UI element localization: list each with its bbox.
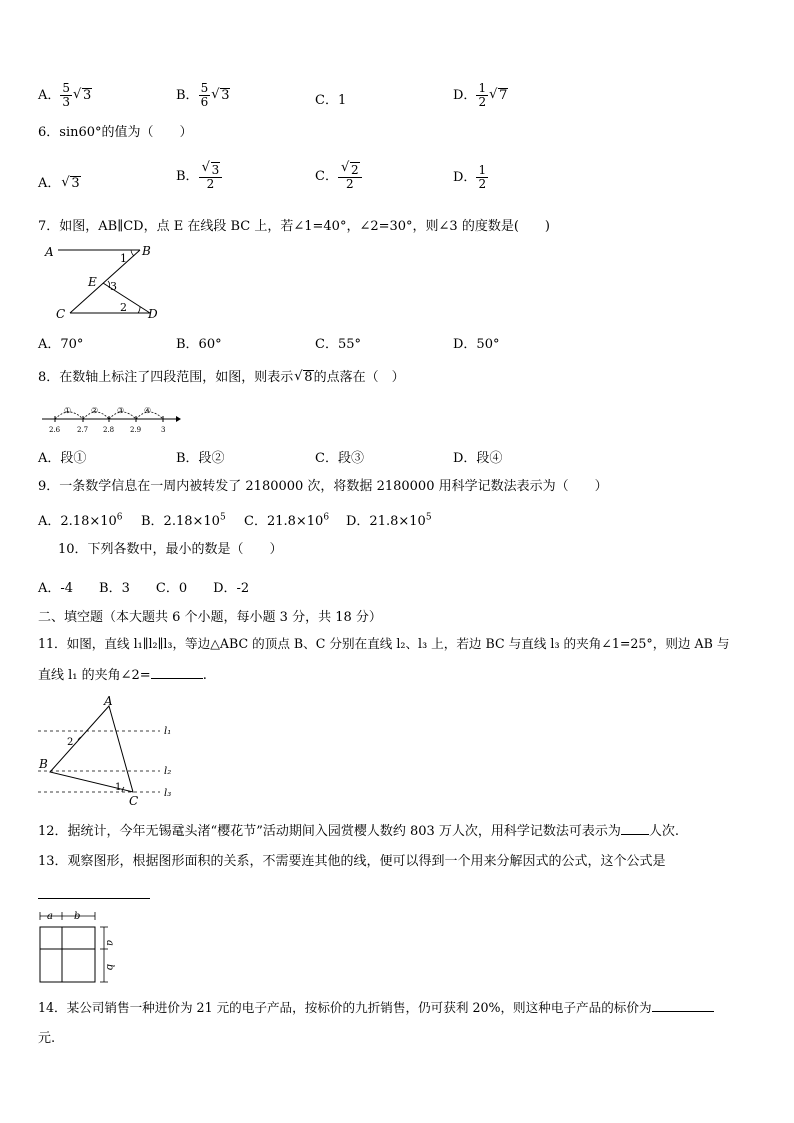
- sqrt-symbol: √ 8: [294, 369, 313, 387]
- q9-option-d: D．$21.8\times 10^5$: [346, 512, 432, 529]
- answer-blank[interactable]: [38, 886, 150, 899]
- q8-option-b: B．段②: [176, 451, 225, 466]
- fig-label-b-vertical: b: [104, 964, 115, 971]
- tick-label: 2.8: [103, 426, 115, 434]
- q6-option-b: B． √ $\frac{3}{2}$: [176, 162, 222, 191]
- fig-line-l2: l₂: [164, 766, 172, 777]
- q11-line2: 直线 l₁ 的夹角∠2= .: [38, 668, 207, 683]
- q7-option-b: B．60°: [176, 337, 222, 352]
- fig-label-a-vertical: a: [104, 940, 115, 946]
- fig-label-C: C: [129, 794, 139, 808]
- answer-blank[interactable]: [621, 822, 649, 835]
- fig-label-a: a: [47, 911, 53, 922]
- answer-blank[interactable]: [151, 666, 203, 679]
- answer-blank[interactable]: [652, 999, 714, 1012]
- q7-figure: [40, 240, 170, 322]
- fraction: $\frac{5}{6}$: [200, 81, 209, 109]
- fig-line-l3: l₃: [164, 788, 172, 799]
- tick-label: 2.6: [49, 426, 61, 434]
- fig-label-A: A: [45, 245, 54, 259]
- fig-label-B: B: [142, 244, 151, 258]
- sqrt-symbol: √ 3: [211, 88, 230, 103]
- q11-figure: [36, 694, 186, 809]
- sqrt-symbol: √ 3: [73, 88, 92, 103]
- q14-line: 14．某公司销售一种进价为 21 元的电子产品，按标价的九折销售，仍可获利 20%，则这种电子产品的标价为: [38, 999, 714, 1017]
- sqrt-symbol: √ 3: [202, 162, 221, 177]
- fig-angle-3: 3: [110, 280, 117, 293]
- q6-option-d: D． $\frac{1}{2}$: [453, 163, 487, 191]
- q7-option-a: A．70°: [38, 337, 84, 352]
- q8-number-line: [40, 403, 182, 435]
- tick-label: 2.7: [77, 426, 89, 434]
- fig-label-D: D: [148, 307, 158, 321]
- fraction: √ $\frac{2}{2}$: [338, 162, 362, 191]
- seg-label-4: ④: [144, 406, 152, 415]
- seg-label-2: ②: [91, 406, 99, 415]
- q9-option-a: A．$2.18\times 10^6$: [38, 512, 123, 529]
- q7-option-c: C．55°: [315, 337, 361, 352]
- q9-stem: 9．一条数学信息在一周内被转发了 2180000 次，将数据 2180000 用科学记数法表示为（ ）: [38, 479, 608, 494]
- fig-angle-1: 1: [115, 782, 122, 793]
- fraction: $\frac{1}{2}$: [478, 163, 487, 191]
- fraction: $\frac{5}{3}$: [62, 81, 71, 109]
- q5-option-d: D． $\frac{1}{2}$ √ 7: [453, 82, 508, 109]
- q11-line1: 11．如图，直线 l₁∥l₂∥l₃，等边△ABC 的顶点 B、C 分别在直线 l₂、l₃ 上，若边 BC 与直线 l₃ 的夹角∠1=25°，则边 AB 与: [38, 636, 730, 651]
- section-heading: 二、填空题（本大题共 6 个小题，每小题 3 分，共 18 分）: [38, 610, 382, 625]
- q7-stem: 7．如图，AB∥CD，点 E 在线段 BC 上，若∠1=40°，∠2=30°，则∠3 的度数是( ): [38, 219, 550, 234]
- q7-option-d: D．50°: [453, 337, 500, 352]
- q13-stem: 13．观察图形，根据图形面积的关系，不需要连其他的线，便可以得到一个用来分解因式的公式，这个公式是: [38, 854, 666, 869]
- q6-stem: 6．sin60°的值为（ ）: [38, 125, 193, 140]
- fig-angle-2: 2: [67, 737, 74, 748]
- tick-label: 2.9: [130, 426, 142, 434]
- q9-option-b: B．$2.18\times 10^5$: [141, 512, 226, 529]
- tick-label: 3: [161, 426, 166, 434]
- q6-option-c: C． √ $\frac{2}{2}$: [315, 162, 362, 191]
- q9-option-c: C．$21.8\times 10^6$: [244, 512, 330, 529]
- seg-label-3: ③: [117, 406, 125, 415]
- q8-stem: 8．在数轴上标注了四段范围，如图，则表示√ 8的点落在（ ）: [38, 369, 405, 387]
- q8-option-c: C．段③: [315, 451, 364, 466]
- fig-angle-1: 1: [120, 252, 127, 265]
- q6-option-a: A．√ 3: [38, 172, 81, 191]
- fraction: $\frac{1}{2}$: [478, 81, 487, 109]
- sqrt-symbol: √ 2: [341, 162, 360, 177]
- fig-label-C: C: [56, 307, 66, 321]
- q13-figure: [38, 910, 118, 986]
- fig-angle-2: 2: [120, 301, 127, 314]
- q8-option-a: A．段①: [38, 451, 87, 466]
- fig-line-l1: l₁: [164, 726, 172, 737]
- q5-option-b: B． $\frac{5}{6}$ √ 3: [176, 82, 230, 109]
- q12-line: 12．据统计，今年无锡鼋头渚“樱花节”活动期间入园赏樱人数约 803 万人次，用科学记数法可表示为 人次.: [38, 824, 680, 839]
- fig-label-b: b: [74, 911, 81, 922]
- fig-label-A: A: [104, 694, 113, 708]
- q10-options: A．-4 B．3 C．0 D．-2: [38, 581, 250, 596]
- q8-option-d: D．段④: [453, 451, 503, 466]
- q5-option-a: A． $\frac{5}{3}$ √ 3: [38, 82, 92, 109]
- fig-label-B: B: [39, 757, 48, 771]
- sqrt-symbol: √ 3: [61, 176, 80, 191]
- fraction: √ $\frac{3}{2}$: [199, 162, 223, 191]
- q10-stem: 10．下列各数中，最小的数是（ ）: [58, 542, 283, 557]
- q5-option-c: C．1: [315, 93, 347, 108]
- sqrt-symbol: √ 7: [489, 88, 508, 103]
- fig-label-E: E: [88, 275, 97, 289]
- seg-label-1: ①: [64, 406, 72, 415]
- q14-unit: 元.: [38, 1031, 56, 1046]
